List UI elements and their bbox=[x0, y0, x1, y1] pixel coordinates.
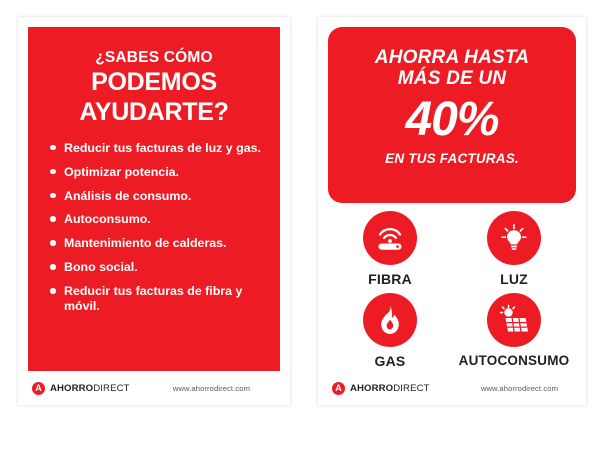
savings-line2: MÁS DE UN bbox=[397, 68, 507, 90]
website-url[interactable]: www.ahorrodirect.com bbox=[480, 383, 558, 393]
brand-mark-icon: A bbox=[32, 382, 45, 395]
router-wifi-icon bbox=[363, 211, 417, 265]
left-heading-block bbox=[28, 27, 280, 125]
brand-wordmark-light: DIRECT bbox=[393, 382, 430, 394]
brand-wordmark-light: DIRECT bbox=[93, 382, 130, 394]
lightbulb-icon bbox=[487, 211, 541, 265]
benefits-list bbox=[28, 141, 280, 314]
website-url[interactable]: www.ahorrodirect.com bbox=[172, 383, 250, 393]
brand-logo bbox=[32, 382, 130, 395]
right-footer bbox=[318, 371, 586, 405]
list-item: Análisis de consumo. bbox=[50, 189, 266, 204]
service-label-fibra: FIBRA bbox=[368, 271, 412, 287]
service-item-fibra[interactable] bbox=[328, 211, 452, 287]
service-label-luz: LUZ bbox=[500, 271, 528, 287]
service-label-gas: GAS bbox=[374, 353, 406, 369]
brand-logo bbox=[332, 382, 430, 395]
list-item: Bono social. bbox=[50, 260, 266, 275]
brand-wordmark-bold: AHORRO bbox=[50, 382, 94, 394]
list-item: Mantenimiento de calderas. bbox=[50, 236, 266, 251]
list-item: Reducir tus facturas de fibra y móvil. bbox=[50, 284, 266, 314]
service-item-gas[interactable] bbox=[328, 293, 452, 369]
left-flyer-card bbox=[18, 17, 290, 405]
left-heading-big-line2: AYUDARTE? bbox=[79, 97, 229, 126]
service-item-autoconsumo[interactable] bbox=[452, 293, 576, 369]
brand-wordmark bbox=[350, 383, 430, 394]
service-label-autoconsumo: AUTOCONSUMO bbox=[458, 353, 570, 368]
left-heading-big-line1: PODEMOS bbox=[91, 68, 217, 97]
left-heading-small: ¿SABES CÓMO bbox=[95, 49, 213, 66]
savings-line1: AHORRA HASTA bbox=[374, 47, 530, 68]
brand-wordmark bbox=[50, 383, 130, 394]
solar-panel-icon bbox=[487, 293, 541, 347]
list-item: Optimizar potencia. bbox=[50, 165, 266, 180]
list-item: Reducir tus facturas de luz y gas. bbox=[50, 141, 266, 156]
left-red-panel bbox=[28, 27, 280, 371]
savings-banner bbox=[328, 27, 576, 203]
left-footer bbox=[18, 371, 290, 405]
savings-line3: EN TUS FACTURAS. bbox=[385, 150, 519, 166]
brand-mark-icon: A bbox=[332, 382, 345, 395]
brand-wordmark-bold: AHORRO bbox=[350, 382, 394, 394]
right-flyer-card bbox=[318, 17, 586, 405]
flame-icon bbox=[363, 293, 417, 347]
savings-percent: 40% bbox=[405, 92, 499, 146]
services-grid bbox=[328, 211, 576, 369]
service-item-luz[interactable] bbox=[452, 211, 576, 287]
list-item: Autoconsumo. bbox=[50, 212, 266, 227]
